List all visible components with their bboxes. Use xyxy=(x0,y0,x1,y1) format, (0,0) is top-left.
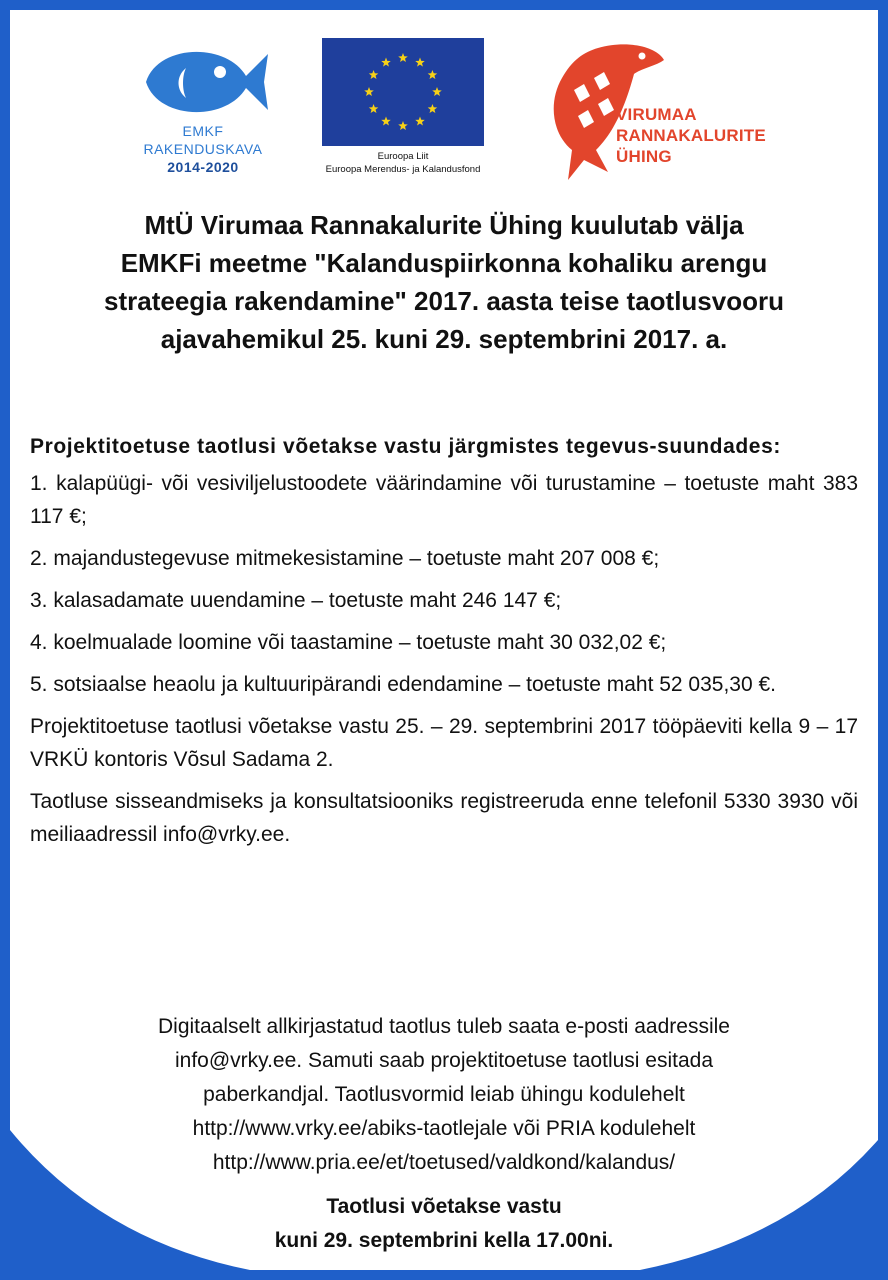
intake-paragraph: Projektitoetuse taotlusi võetakse vastu 25. – 29. septembrini 2017 tööpäeviti kella 9 – 17 VRKÜ kontoris Võsul Sadama 2. xyxy=(30,715,858,771)
footer-line: paberkandjal. Taotlusvormid leiab ühingu kodulehelt xyxy=(203,1083,685,1106)
emkf-line2: RAKENDUSKAVA xyxy=(143,141,263,157)
direction-item: 2. majandustegevuse mitmekesistamine – toetuste maht 207 008 €; xyxy=(30,547,660,570)
title-line: strateegia rakendamine" 2017. aasta teise taotlusvooru xyxy=(104,286,784,316)
footer-line: http://www.vrky.ee/abiks-taotlejale või PRIA kodulehelt xyxy=(192,1117,696,1140)
title-line: MtÜ Virumaa Rannakalurite Ühing kuulutab välja xyxy=(144,210,744,240)
direction-item: 5. sotsiaalse heaolu ja kultuuripärandi edendamine – toetuste maht 52 035,30 €. xyxy=(30,673,777,696)
direction-item: 4. koelmualade loomine või taastamine – toetuste maht 30 032,02 €; xyxy=(30,631,667,654)
vrky-line1: VIRUMAA xyxy=(616,105,697,124)
vrky-line2: RANNAKALURITE xyxy=(616,126,766,145)
direction-item: 3. kalasadamate uuendamine – toetuste maht 246 147 €; xyxy=(30,589,562,612)
vrky-line3: ÜHING xyxy=(616,147,672,166)
emkf-logo xyxy=(128,38,278,188)
announcement-title xyxy=(40,206,848,358)
title-line: ajavahemikul 25. kuni 29. septembrini 2017. a. xyxy=(160,324,728,354)
directions-lead: Projektitoetuse taotlusi võetakse vastu järgmistes tegevus-suundades: xyxy=(30,435,781,458)
emkf-line1: EMKF xyxy=(182,123,224,139)
footer-line: http://www.pria.ee/et/toetused/valdkond/kalandus/ xyxy=(212,1151,676,1174)
poster xyxy=(10,10,878,1270)
emkf-years: 2014-2020 xyxy=(167,159,239,175)
eu-caption-line2: Euroopa Merendus- ja Kalandusfond xyxy=(325,164,481,175)
submission-info xyxy=(50,1010,838,1258)
footer-line: Digitaalselt allkirjastatud taotlus tuleb saata e-posti aadressile xyxy=(158,1015,730,1038)
register-paragraph: Taotluse sisseandmiseks ja konsultatsiooniks registreeruda enne telefonil 5330 3930 või meiliaadressil info@vrky.ee. xyxy=(30,790,858,846)
eu-caption-line1: Euroopa Liit xyxy=(377,151,429,162)
deadline-line: kuni 29. septembrini kella 17.00ni. xyxy=(274,1229,614,1252)
eu-flag-icon xyxy=(322,38,484,146)
vrky-logo xyxy=(538,38,768,188)
announcement-body xyxy=(30,430,858,860)
fish-icon xyxy=(128,38,278,118)
footer-line: info@vrky.ee. Samuti saab projektitoetuse taotlusi esitada xyxy=(174,1049,714,1072)
logo-row xyxy=(10,38,878,188)
eu-logo xyxy=(318,38,488,188)
direction-item: 1. kalapüügi- või vesiviljelustoodete väärindamine või turustamine – toetuste maht 383 117 €; xyxy=(30,472,858,528)
deadline-line: Taotlusi võetakse vastu xyxy=(326,1195,562,1218)
title-line: EMKFi meetme "Kalanduspiirkonna kohaliku arengu xyxy=(120,248,768,278)
